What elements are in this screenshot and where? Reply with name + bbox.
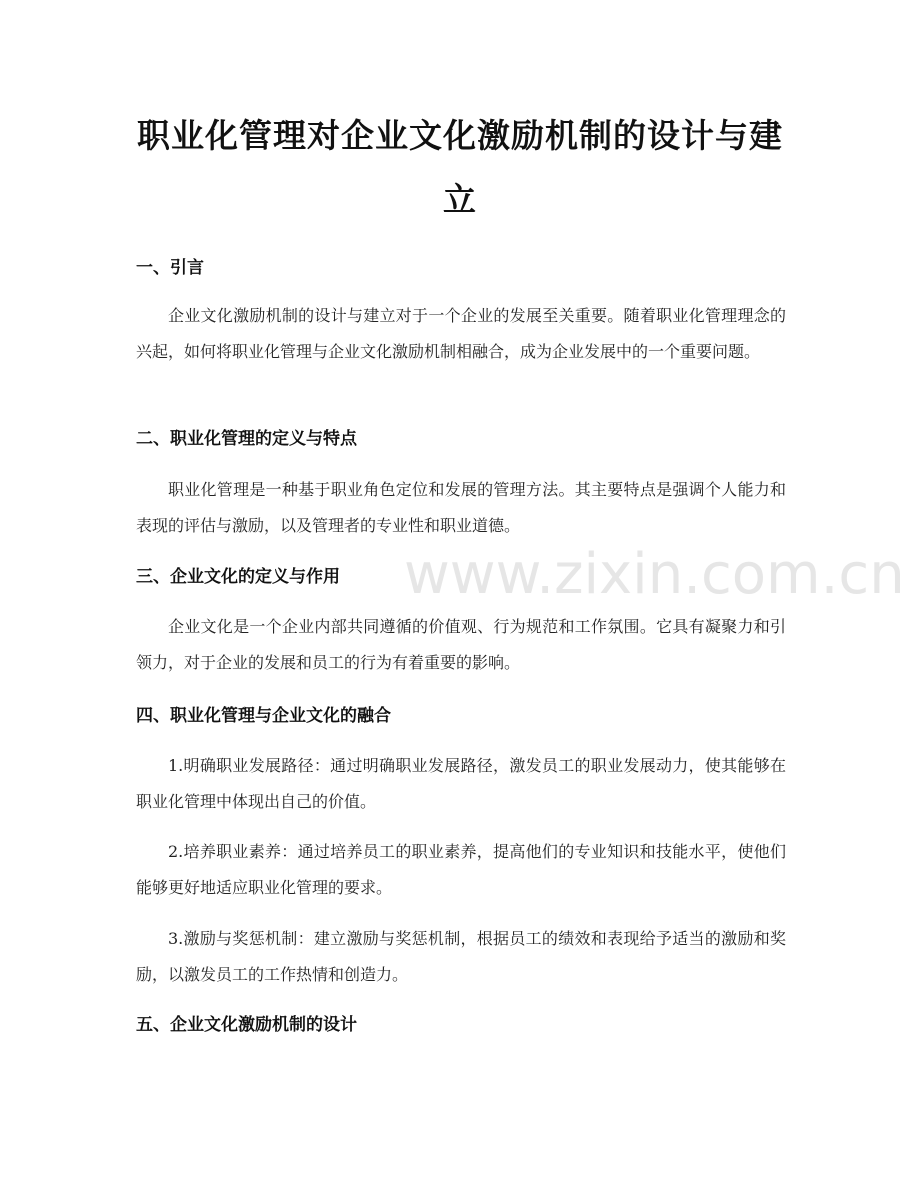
list-item-incentive-mechanism: 3.激励与奖惩机制：建立激励与奖惩机制，根据员工的绩效和表现给予适当的激励和奖励，以激发员工的工作热情和创造力。 <box>136 929 786 984</box>
list-item-career-path: 1.明确职业发展路径：通过明确职业发展路径，激发员工的职业发展动力，使其能够在职业化管理中体现出自己的价值。 <box>136 756 786 811</box>
section-heading-introduction: 一、引言 <box>136 258 204 278</box>
section-heading-design: 五、企业文化激励机制的设计 <box>136 1015 357 1035</box>
section-heading-integration: 四、职业化管理与企业文化的融合 <box>136 706 391 726</box>
section-heading-culture: 三、企业文化的定义与作用 <box>136 567 340 587</box>
section-heading-definition: 二、职业化管理的定义与特点 <box>136 429 357 449</box>
section-paragraph: 企业文化激励机制的设计与建立对于一个企业的发展至关重要。随着职业化管理理念的兴起，如何将职业化管理与企业文化激励机制相融合，成为企业发展中的一个重要问题。 <box>136 306 786 361</box>
section-paragraph: 企业文化是一个企业内部共同遵循的价值观、行为规范和工作氛围。它具有凝聚力和引领力，对于企业的发展和员工的行为有着重要的影响。 <box>136 617 786 672</box>
list-item-professional-quality: 2.培养职业素养：通过培养员工的职业素养，提高他们的专业知识和技能水平，使他们能够更好地适应职业化管理的要求。 <box>136 842 786 897</box>
watermark: www.zixin.com.cn <box>404 542 905 607</box>
document-title: 职业化管理对企业文化激励机制的设计与建立 <box>137 116 783 219</box>
section-paragraph: 职业化管理是一种基于职业角色定位和发展的管理方法。其主要特点是强调个人能力和表现的评估与激励，以及管理者的专业性和职业道德。 <box>136 480 786 535</box>
